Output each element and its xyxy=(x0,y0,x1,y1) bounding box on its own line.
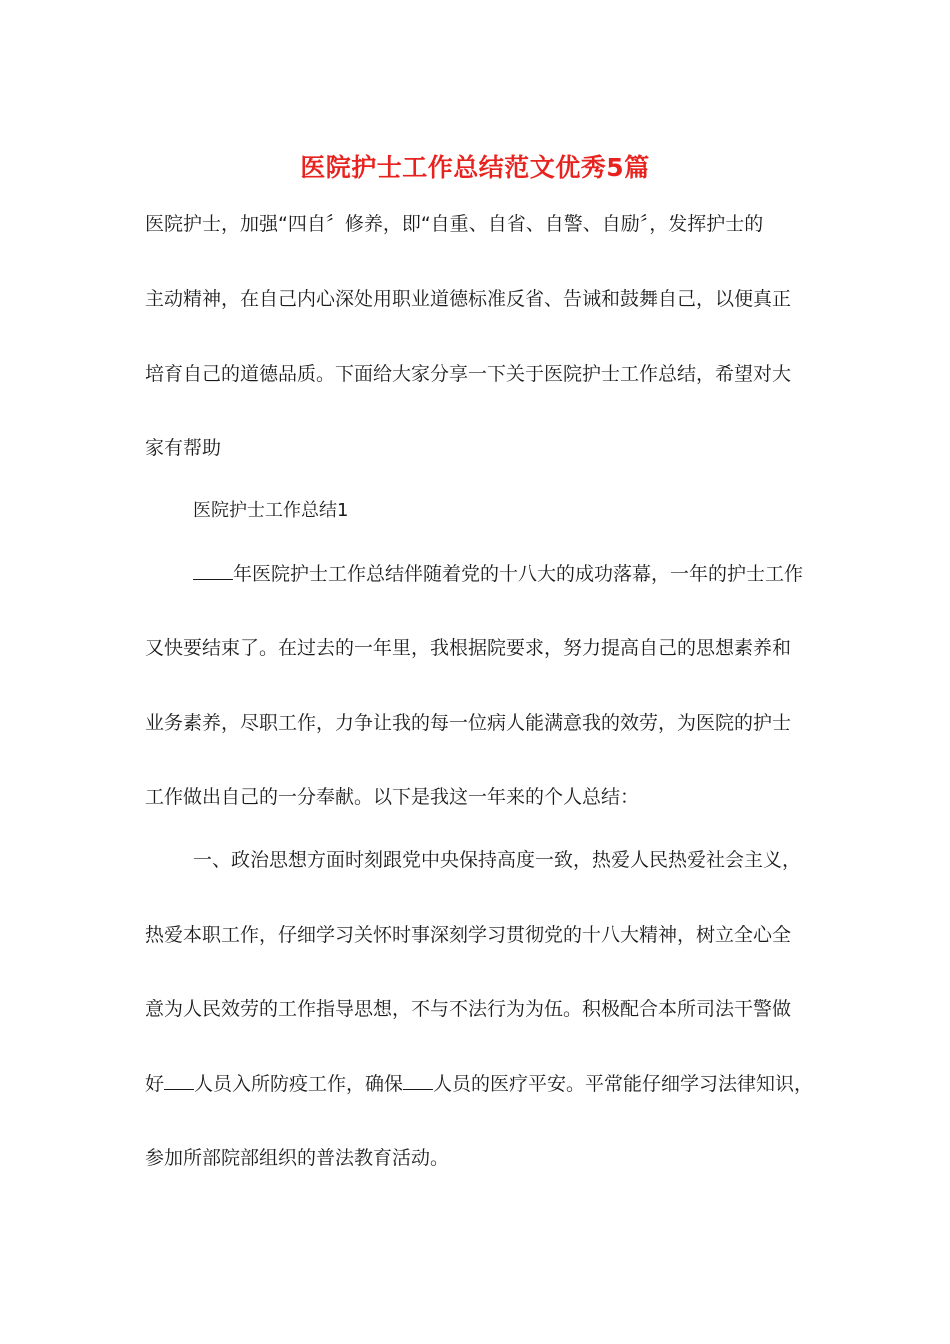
intro-line-3: 培育自己的道德品质。下面给大家分享一下关于医院护士工作总结，希望对大 xyxy=(145,363,792,385)
document-title: 医院护士工作总结范文优秀5篇 xyxy=(300,153,650,182)
paragraph2-line-5: 参加所部院部组织的普法教育活动。 xyxy=(145,1147,450,1169)
paragraph1-line-2: 又快要结束了。在过去的一年里，我根据院要求，努力提高自己的思想素养和 xyxy=(145,637,792,659)
paragraph2-line-4 xyxy=(145,1071,813,1097)
paragraph1-line-1-text: 年医院护士工作总结伴随着党的十八大的成功落幕，一年的护士工作 xyxy=(233,563,804,585)
intro-line-4: 家有帮助 xyxy=(145,437,222,459)
paragraph2-line-1: 一、政治思想方面时刻跟党中央保持高度一致，热爱人民热爱社会主义， xyxy=(193,849,802,871)
paragraph1-line-1 xyxy=(193,561,803,587)
section-heading: 医院护士工作总结1 xyxy=(193,500,349,521)
paragraph2-line-2: 热爱本职工作，仔细学习关怀时事深刻学习贯彻党的十八大精神，树立全心全 xyxy=(145,924,792,946)
fill-in-blank xyxy=(403,1071,433,1090)
paragraph2-line-3: 意为人民效劳的工作指导思想，不与不法行为为伍。积极配合本所司法干警做 xyxy=(145,998,792,1020)
intro-line-1: 医院护士，加强“四自〞修养，即“自重、自省、自警、自励〞，发挥护士的 xyxy=(145,213,764,235)
paragraph1-line-3: 业务素养，尽职工作，力争让我的每一位病人能满意我的效劳，为医院的护士 xyxy=(145,712,792,734)
paragraph2-line-4-part-b: 人员入所防疫工作，确保 xyxy=(194,1073,404,1095)
paragraph2-line-4-part-a: 好 xyxy=(145,1073,165,1095)
fill-in-blank xyxy=(193,561,233,580)
paragraph1-line-4: 工作做出自己的一分奉献。以下是我这一年来的个人总结： xyxy=(145,786,640,808)
fill-in-blank xyxy=(164,1071,194,1090)
intro-line-2: 主动精神，在自己内心深处用职业道德标准反省、告诫和鼓舞自己，以便真正 xyxy=(145,288,792,310)
paragraph2-line-4-part-c: 人员的医疗平安。平常能仔细学习法律知识， xyxy=(433,1073,814,1095)
